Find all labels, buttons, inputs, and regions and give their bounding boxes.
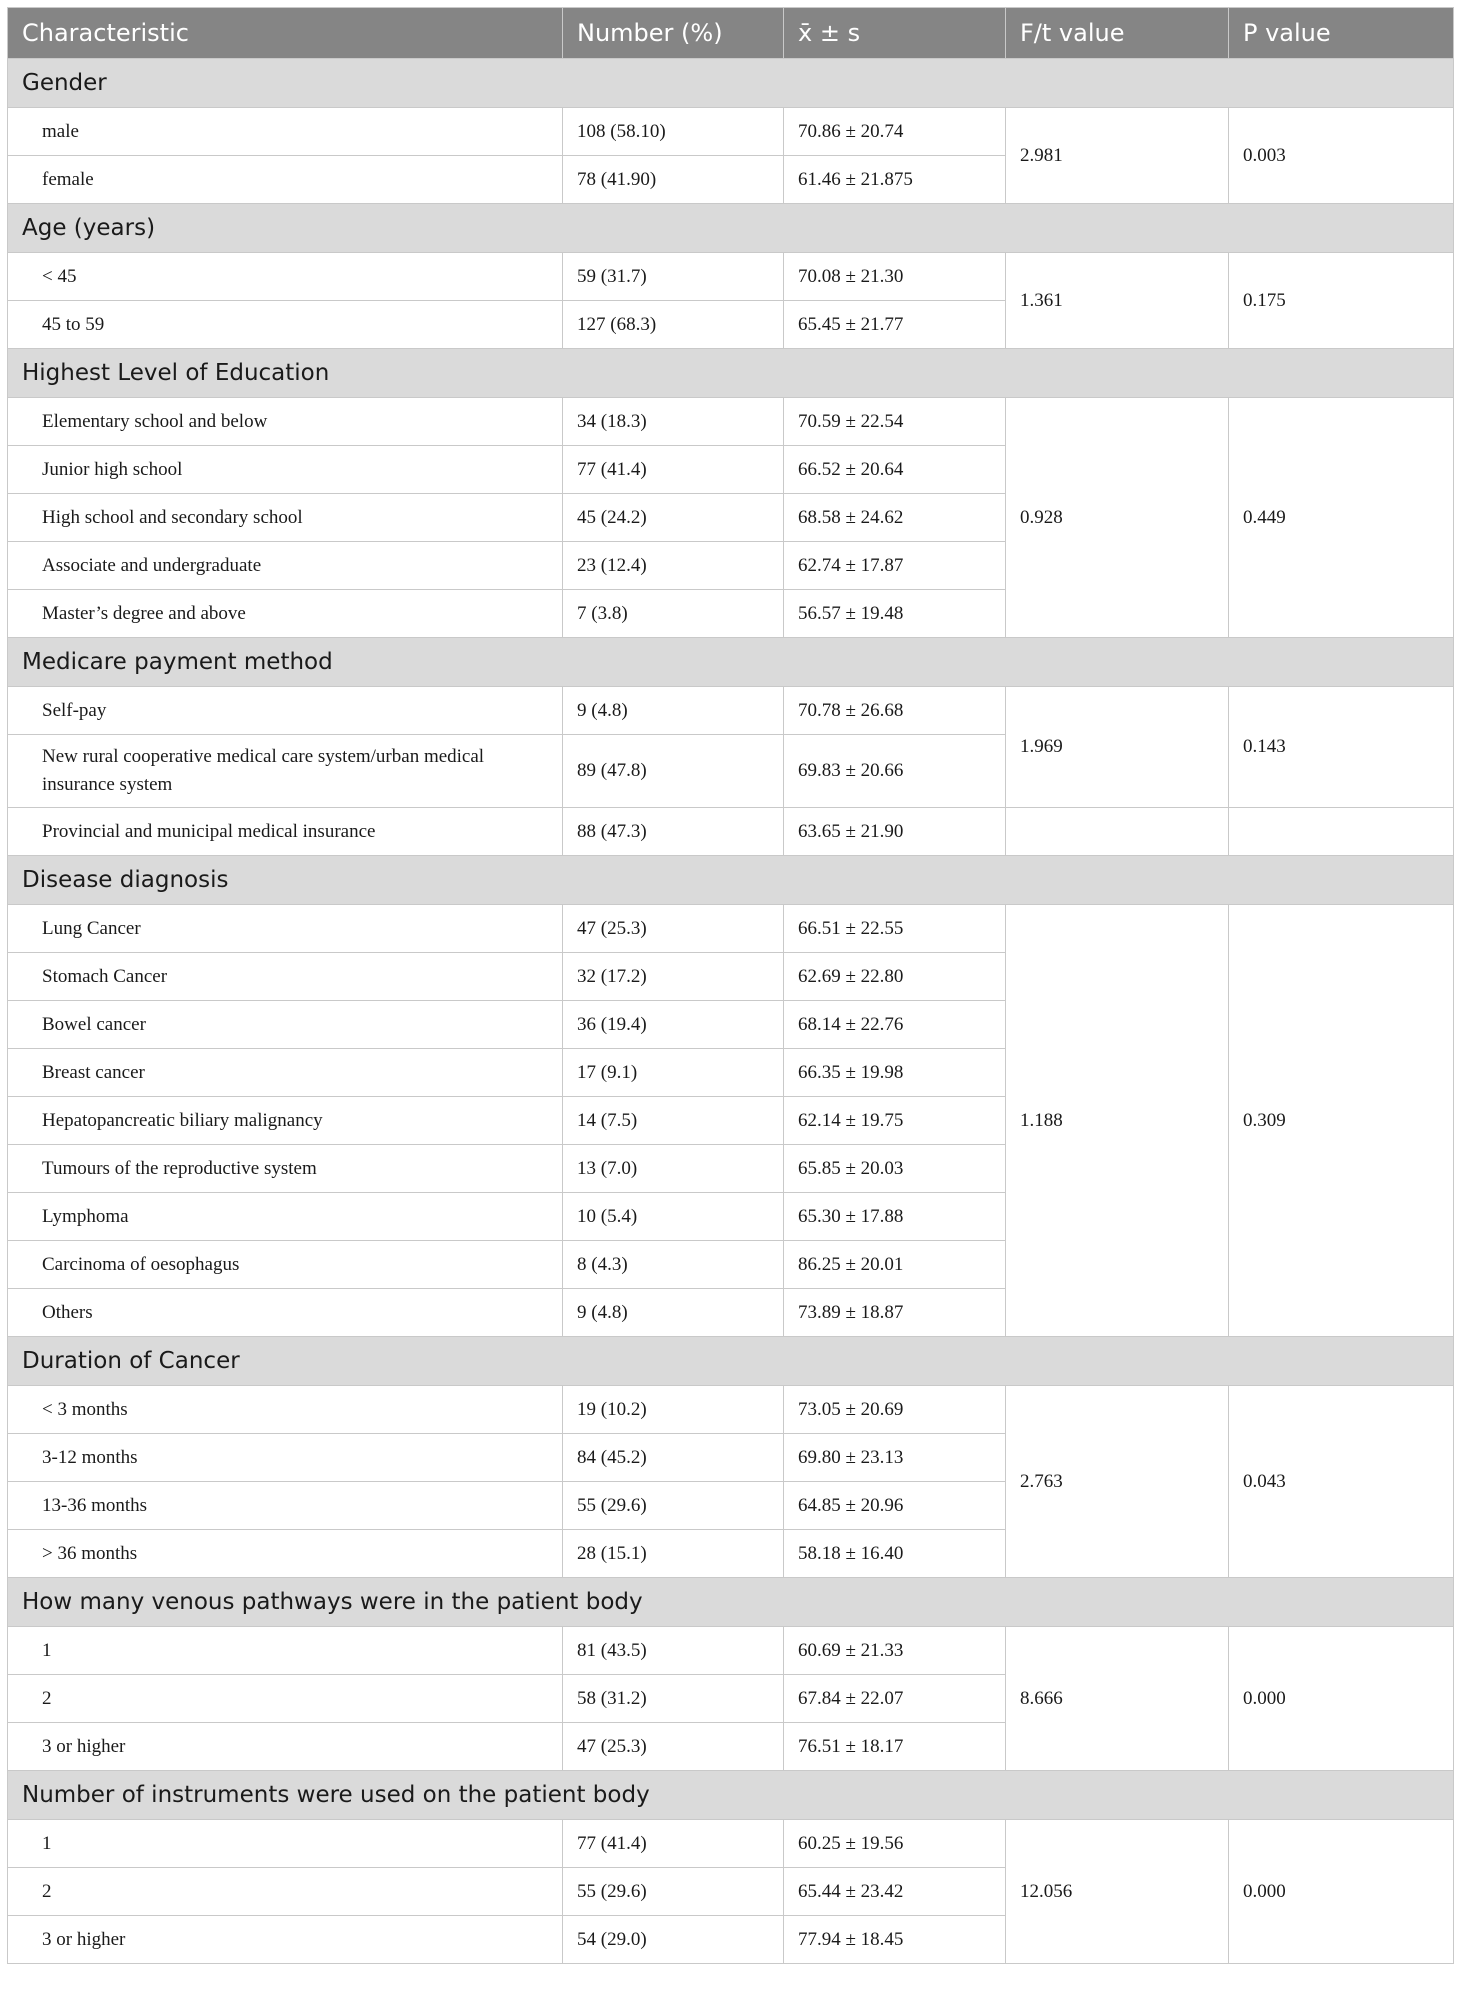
row-mean: 86.25 ± 20.01 bbox=[784, 1241, 1006, 1289]
header-number: Number (%) bbox=[563, 8, 784, 59]
table-row bbox=[8, 1386, 1454, 1434]
row-label: Breast cancer bbox=[8, 1049, 563, 1097]
row-label: > 36 months bbox=[8, 1530, 563, 1578]
row-label: Hepatopancreatic biliary malignancy bbox=[8, 1097, 563, 1145]
row-label: male bbox=[8, 108, 563, 156]
row-number: 13 (7.0) bbox=[563, 1145, 784, 1193]
group-row-diagnosis bbox=[8, 856, 1454, 905]
row-label: Master’s degree and above bbox=[8, 590, 563, 638]
group-p-value: 0.003 bbox=[1229, 108, 1454, 204]
row-number: 7 (3.8) bbox=[563, 590, 784, 638]
group-title: Duration of Cancer bbox=[8, 1337, 1454, 1386]
row-number: 58 (31.2) bbox=[563, 1675, 784, 1723]
statistics-table bbox=[7, 7, 1454, 1964]
row-mean: 63.65 ± 21.90 bbox=[784, 808, 1006, 856]
row-label: Junior high school bbox=[8, 446, 563, 494]
row-number: 23 (12.4) bbox=[563, 542, 784, 590]
group-p-value: 0.043 bbox=[1229, 1386, 1454, 1578]
row-label: Lung Cancer bbox=[8, 905, 563, 953]
group-title: Disease diagnosis bbox=[8, 856, 1454, 905]
row-mean: 66.52 ± 20.64 bbox=[784, 446, 1006, 494]
group-p-value: 0.309 bbox=[1229, 905, 1454, 1337]
row-number: 47 (25.3) bbox=[563, 905, 784, 953]
row-mean: 67.84 ± 22.07 bbox=[784, 1675, 1006, 1723]
table-row bbox=[8, 1820, 1454, 1868]
group-row-instruments bbox=[8, 1771, 1454, 1820]
table-body bbox=[8, 59, 1454, 1964]
row-number: 78 (41.90) bbox=[563, 156, 784, 204]
group-row-education bbox=[8, 349, 1454, 398]
row-mean: 68.58 ± 24.62 bbox=[784, 494, 1006, 542]
group-row-duration bbox=[8, 1337, 1454, 1386]
row-number: 19 (10.2) bbox=[563, 1386, 784, 1434]
table-header bbox=[8, 8, 1454, 59]
row-number: 81 (43.5) bbox=[563, 1627, 784, 1675]
row-label: 1 bbox=[8, 1627, 563, 1675]
row-number: 9 (4.8) bbox=[563, 687, 784, 735]
group-p-value: 0.000 bbox=[1229, 1820, 1454, 1964]
row-label: Others bbox=[8, 1289, 563, 1337]
group-title: Number of instruments were used on the patient body bbox=[8, 1771, 1454, 1820]
group-p-value: 0.000 bbox=[1229, 1627, 1454, 1771]
table-row bbox=[8, 398, 1454, 446]
row-label: High school and secondary school bbox=[8, 494, 563, 542]
row-number: 10 (5.4) bbox=[563, 1193, 784, 1241]
row-label: Lymphoma bbox=[8, 1193, 563, 1241]
group-row-age bbox=[8, 204, 1454, 253]
row-label: Bowel cancer bbox=[8, 1001, 563, 1049]
row-number: 84 (45.2) bbox=[563, 1434, 784, 1482]
row-mean: 70.59 ± 22.54 bbox=[784, 398, 1006, 446]
row-mean: 68.14 ± 22.76 bbox=[784, 1001, 1006, 1049]
table-row bbox=[8, 905, 1454, 953]
row-number: 77 (41.4) bbox=[563, 446, 784, 494]
row-mean: 62.74 ± 17.87 bbox=[784, 542, 1006, 590]
row-number: 14 (7.5) bbox=[563, 1097, 784, 1145]
header-characteristic: Characteristic bbox=[8, 8, 563, 59]
group-f-value: 8.666 bbox=[1006, 1627, 1229, 1771]
row-label: < 45 bbox=[8, 253, 563, 301]
row-label: Carcinoma of oesophagus bbox=[8, 1241, 563, 1289]
row-label: 45 to 59 bbox=[8, 301, 563, 349]
row-number: 89 (47.8) bbox=[563, 735, 784, 808]
row-number: 59 (31.7) bbox=[563, 253, 784, 301]
group-f-value: 0.928 bbox=[1006, 398, 1229, 638]
row-label: 2 bbox=[8, 1868, 563, 1916]
group-row-gender bbox=[8, 59, 1454, 108]
row-label: 2 bbox=[8, 1675, 563, 1723]
row-number: 77 (41.4) bbox=[563, 1820, 784, 1868]
group-f-value: 1.969 bbox=[1006, 687, 1229, 808]
row-mean: 77.94 ± 18.45 bbox=[784, 1916, 1006, 1964]
row-label: 3 or higher bbox=[8, 1916, 563, 1964]
row-label: Associate and undergraduate bbox=[8, 542, 563, 590]
row-mean: 65.30 ± 17.88 bbox=[784, 1193, 1006, 1241]
row-number: 127 (68.3) bbox=[563, 301, 784, 349]
group-title: How many venous pathways were in the patient body bbox=[8, 1578, 1454, 1627]
row-number: 8 (4.3) bbox=[563, 1241, 784, 1289]
row-mean: 62.14 ± 19.75 bbox=[784, 1097, 1006, 1145]
row-number: 45 (24.2) bbox=[563, 494, 784, 542]
row-label: 13-36 months bbox=[8, 1482, 563, 1530]
header-mean-sd: x̄ ± s bbox=[784, 8, 1006, 59]
group-p-value: 0.449 bbox=[1229, 398, 1454, 638]
group-row-payment bbox=[8, 638, 1454, 687]
row-mean: 60.69 ± 21.33 bbox=[784, 1627, 1006, 1675]
table-row bbox=[8, 808, 1454, 856]
row-label: New rural cooperative medical care system/urban medical insurance system bbox=[8, 735, 563, 808]
row-mean: 61.46 ± 21.875 bbox=[784, 156, 1006, 204]
row-label: Provincial and municipal medical insurance bbox=[8, 808, 563, 856]
row-number: 17 (9.1) bbox=[563, 1049, 784, 1097]
row-number: 34 (18.3) bbox=[563, 398, 784, 446]
row-label: Tumours of the reproductive system bbox=[8, 1145, 563, 1193]
row-mean: 70.78 ± 26.68 bbox=[784, 687, 1006, 735]
row-label: 1 bbox=[8, 1820, 563, 1868]
row-number: 88 (47.3) bbox=[563, 808, 784, 856]
row-mean: 56.57 ± 19.48 bbox=[784, 590, 1006, 638]
header-ft-value: F/t value bbox=[1006, 8, 1229, 59]
table-row bbox=[8, 687, 1454, 735]
row-mean: 62.69 ± 22.80 bbox=[784, 953, 1006, 1001]
group-p-value: 0.175 bbox=[1229, 253, 1454, 349]
row-mean: 69.80 ± 23.13 bbox=[784, 1434, 1006, 1482]
row-label: 3-12 months bbox=[8, 1434, 563, 1482]
row-number: 28 (15.1) bbox=[563, 1530, 784, 1578]
row-mean: 76.51 ± 18.17 bbox=[784, 1723, 1006, 1771]
row-number: 9 (4.8) bbox=[563, 1289, 784, 1337]
group-row-venous bbox=[8, 1578, 1454, 1627]
row-number: 36 (19.4) bbox=[563, 1001, 784, 1049]
row-number: 47 (25.3) bbox=[563, 1723, 784, 1771]
group-title: Medicare payment method bbox=[8, 638, 1454, 687]
row-number: 55 (29.6) bbox=[563, 1482, 784, 1530]
group-f-value: 1.188 bbox=[1006, 905, 1229, 1337]
row-label: female bbox=[8, 156, 563, 204]
table-row bbox=[8, 1627, 1454, 1675]
group-f-value: 12.056 bbox=[1006, 1820, 1229, 1964]
group-title: Age (years) bbox=[8, 204, 1454, 253]
row-label: Elementary school and below bbox=[8, 398, 563, 446]
empty-cell bbox=[1229, 808, 1454, 856]
group-p-value: 0.143 bbox=[1229, 687, 1454, 808]
group-title: Gender bbox=[8, 59, 1454, 108]
row-mean: 66.51 ± 22.55 bbox=[784, 905, 1006, 953]
group-title: Highest Level of Education bbox=[8, 349, 1454, 398]
table-row bbox=[8, 108, 1454, 156]
row-number: 32 (17.2) bbox=[563, 953, 784, 1001]
row-mean: 65.85 ± 20.03 bbox=[784, 1145, 1006, 1193]
row-mean: 65.44 ± 23.42 bbox=[784, 1868, 1006, 1916]
header-p-value: P value bbox=[1229, 8, 1454, 59]
row-mean: 69.83 ± 20.66 bbox=[784, 735, 1006, 808]
group-f-value: 2.763 bbox=[1006, 1386, 1229, 1578]
row-mean: 65.45 ± 21.77 bbox=[784, 301, 1006, 349]
table-row bbox=[8, 253, 1454, 301]
group-f-value: 1.361 bbox=[1006, 253, 1229, 349]
row-mean: 70.08 ± 21.30 bbox=[784, 253, 1006, 301]
row-mean: 73.89 ± 18.87 bbox=[784, 1289, 1006, 1337]
group-f-value: 2.981 bbox=[1006, 108, 1229, 204]
row-label: Stomach Cancer bbox=[8, 953, 563, 1001]
row-mean: 60.25 ± 19.56 bbox=[784, 1820, 1006, 1868]
row-mean: 66.35 ± 19.98 bbox=[784, 1049, 1006, 1097]
row-label: < 3 months bbox=[8, 1386, 563, 1434]
row-mean: 70.86 ± 20.74 bbox=[784, 108, 1006, 156]
header-row bbox=[8, 8, 1454, 59]
empty-cell bbox=[1006, 808, 1229, 856]
row-number: 54 (29.0) bbox=[563, 1916, 784, 1964]
row-mean: 58.18 ± 16.40 bbox=[784, 1530, 1006, 1578]
row-label: 3 or higher bbox=[8, 1723, 563, 1771]
row-mean: 73.05 ± 20.69 bbox=[784, 1386, 1006, 1434]
row-number: 108 (58.10) bbox=[563, 108, 784, 156]
row-mean: 64.85 ± 20.96 bbox=[784, 1482, 1006, 1530]
row-label: Self-pay bbox=[8, 687, 563, 735]
row-number: 55 (29.6) bbox=[563, 1868, 784, 1916]
